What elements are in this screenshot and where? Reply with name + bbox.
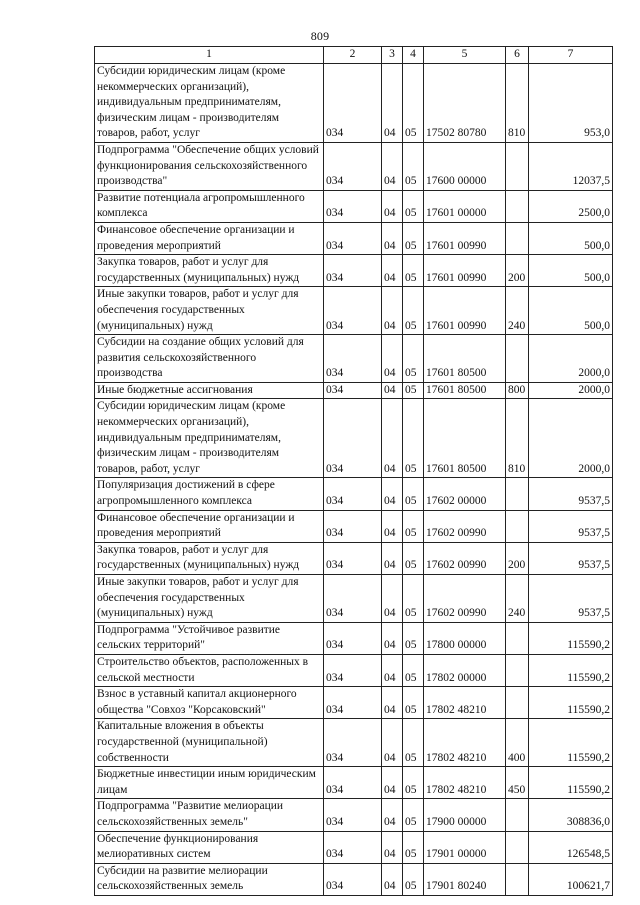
budget-table xyxy=(94,46,613,896)
section-code-cell: 04 xyxy=(382,142,403,190)
expense-type-cell xyxy=(506,622,529,654)
target-article-cell: 17601 00990 xyxy=(424,255,506,287)
expense-type-cell xyxy=(506,510,529,542)
table-row xyxy=(95,767,613,799)
section-code-cell: 04 xyxy=(382,478,403,510)
admin-code-cell: 034 xyxy=(324,382,382,399)
expense-type-cell xyxy=(506,335,529,383)
expense-type-cell xyxy=(506,654,529,686)
section-code-cell: 04 xyxy=(382,335,403,383)
row-name-cell: Строительство объектов, расположенных в сельской местности xyxy=(95,654,324,686)
row-name-cell: Субсидии на создание общих условий для развития сельскохозяйственного производства xyxy=(95,335,324,383)
target-article-cell: 17802 00000 xyxy=(424,654,506,686)
expense-type-cell xyxy=(506,190,529,222)
subsection-code-cell: 05 xyxy=(403,575,424,623)
amount-cell: 2000,0 xyxy=(529,382,613,399)
section-code-cell: 04 xyxy=(382,799,403,831)
column-header: 3 xyxy=(382,47,403,64)
table-row xyxy=(95,831,613,863)
subsection-code-cell: 05 xyxy=(403,863,424,895)
subsection-code-cell: 05 xyxy=(403,719,424,767)
section-code-cell: 04 xyxy=(382,767,403,799)
admin-code-cell: 034 xyxy=(324,510,382,542)
admin-code-cell: 034 xyxy=(324,190,382,222)
amount-cell: 500,0 xyxy=(529,255,613,287)
row-name-cell: Капитальные вложения в объекты государственной (муниципальной) собственности xyxy=(95,719,324,767)
row-name-cell: Подпрограмма "Устойчивое развитие сельских территорий" xyxy=(95,622,324,654)
admin-code-cell: 034 xyxy=(324,335,382,383)
admin-code-cell: 034 xyxy=(324,399,382,478)
admin-code-cell: 034 xyxy=(324,767,382,799)
target-article-cell: 17601 00990 xyxy=(424,222,506,254)
amount-cell: 500,0 xyxy=(529,222,613,254)
expense-type-cell xyxy=(506,478,529,510)
expense-type-cell xyxy=(506,831,529,863)
admin-code-cell: 034 xyxy=(324,142,382,190)
section-code-cell: 04 xyxy=(382,687,403,719)
table-row xyxy=(95,863,613,895)
section-code-cell: 04 xyxy=(382,399,403,478)
target-article-cell: 17602 00990 xyxy=(424,510,506,542)
admin-code-cell: 034 xyxy=(324,64,382,143)
amount-cell: 115590,2 xyxy=(529,654,613,686)
row-name-cell: Иные закупки товаров, работ и услуг для обеспечения государственных (муниципальных) нужд xyxy=(95,575,324,623)
admin-code-cell: 034 xyxy=(324,654,382,686)
table-row xyxy=(95,255,613,287)
column-header: 6 xyxy=(506,47,529,64)
subsection-code-cell: 05 xyxy=(403,687,424,719)
amount-cell: 9537,5 xyxy=(529,575,613,623)
section-code-cell: 04 xyxy=(382,382,403,399)
amount-cell: 308836,0 xyxy=(529,799,613,831)
section-code-cell: 04 xyxy=(382,222,403,254)
subsection-code-cell: 05 xyxy=(403,222,424,254)
subsection-code-cell: 05 xyxy=(403,399,424,478)
target-article-cell: 17601 80500 xyxy=(424,382,506,399)
expense-type-cell: 240 xyxy=(506,575,529,623)
subsection-code-cell: 05 xyxy=(403,142,424,190)
table-row xyxy=(95,399,613,478)
target-article-cell: 17601 00990 xyxy=(424,287,506,335)
expense-type-cell: 450 xyxy=(506,767,529,799)
expense-type-cell: 400 xyxy=(506,719,529,767)
target-article-cell: 17601 80500 xyxy=(424,335,506,383)
table-row xyxy=(95,510,613,542)
subsection-code-cell: 05 xyxy=(403,654,424,686)
row-name-cell: Бюджетные инвестиции иным юридическим лицам xyxy=(95,767,324,799)
row-name-cell: Популяризация достижений в сфере агропромышленного комплекса xyxy=(95,478,324,510)
table-row xyxy=(95,654,613,686)
expense-type-cell: 800 xyxy=(506,382,529,399)
amount-cell: 953,0 xyxy=(529,64,613,143)
subsection-code-cell: 05 xyxy=(403,510,424,542)
table-row xyxy=(95,142,613,190)
row-name-cell: Подпрограмма "Развитие мелиорации сельскохозяйственных земель" xyxy=(95,799,324,831)
target-article-cell: 17802 48210 xyxy=(424,719,506,767)
amount-cell: 115590,2 xyxy=(529,622,613,654)
expense-type-cell xyxy=(506,799,529,831)
target-article-cell: 17602 00990 xyxy=(424,575,506,623)
subsection-code-cell: 05 xyxy=(403,255,424,287)
amount-cell: 126548,5 xyxy=(529,831,613,863)
row-name-cell: Иные бюджетные ассигнования xyxy=(95,382,324,399)
row-name-cell: Взнос в уставный капитал акционерного общества "Совхоз "Корсаковский" xyxy=(95,687,324,719)
subsection-code-cell: 05 xyxy=(403,622,424,654)
table-row xyxy=(95,222,613,254)
table-row xyxy=(95,478,613,510)
row-name-cell: Субсидии юридическим лицам (кроме некоммерческих организаций), индивидуальным предпринимателям, физическим лицам - производителям товаров, работ, услуг xyxy=(95,399,324,478)
amount-cell: 115590,2 xyxy=(529,767,613,799)
table-row xyxy=(95,382,613,399)
amount-cell: 115590,2 xyxy=(529,719,613,767)
admin-code-cell: 034 xyxy=(324,687,382,719)
subsection-code-cell: 05 xyxy=(403,190,424,222)
amount-cell: 500,0 xyxy=(529,287,613,335)
admin-code-cell: 034 xyxy=(324,575,382,623)
amount-cell: 2000,0 xyxy=(529,399,613,478)
expense-type-cell: 200 xyxy=(506,255,529,287)
admin-code-cell: 034 xyxy=(324,719,382,767)
section-code-cell: 04 xyxy=(382,190,403,222)
admin-code-cell: 034 xyxy=(324,799,382,831)
subsection-code-cell: 05 xyxy=(403,64,424,143)
subsection-code-cell: 05 xyxy=(403,542,424,574)
amount-cell: 2500,0 xyxy=(529,190,613,222)
section-code-cell: 04 xyxy=(382,831,403,863)
column-header: 5 xyxy=(424,47,506,64)
target-article-cell: 17802 48210 xyxy=(424,767,506,799)
expense-type-cell xyxy=(506,687,529,719)
amount-cell: 9537,5 xyxy=(529,542,613,574)
table-row xyxy=(95,687,613,719)
section-code-cell: 04 xyxy=(382,287,403,335)
section-code-cell: 04 xyxy=(382,64,403,143)
section-code-cell: 04 xyxy=(382,654,403,686)
expense-type-cell: 200 xyxy=(506,542,529,574)
admin-code-cell: 034 xyxy=(324,622,382,654)
row-name-cell: Финансовое обеспечение организации и проведения мероприятий xyxy=(95,222,324,254)
row-name-cell: Обеспечение функционирования мелиоративных систем xyxy=(95,831,324,863)
target-article-cell: 17802 48210 xyxy=(424,687,506,719)
column-header: 2 xyxy=(324,47,382,64)
row-name-cell: Подпрограмма "Обеспечение общих условий функционирования сельскохозяйственного производства" xyxy=(95,142,324,190)
section-code-cell: 04 xyxy=(382,575,403,623)
column-header: 7 xyxy=(529,47,613,64)
table-row xyxy=(95,190,613,222)
expense-type-cell: 810 xyxy=(506,399,529,478)
amount-cell: 2000,0 xyxy=(529,335,613,383)
amount-cell: 9537,5 xyxy=(529,478,613,510)
admin-code-cell: 034 xyxy=(324,287,382,335)
target-article-cell: 17601 00000 xyxy=(424,190,506,222)
table-row xyxy=(95,335,613,383)
subsection-code-cell: 05 xyxy=(403,799,424,831)
target-article-cell: 17600 00000 xyxy=(424,142,506,190)
row-name-cell: Финансовое обеспечение организации и проведения мероприятий xyxy=(95,510,324,542)
admin-code-cell: 034 xyxy=(324,831,382,863)
row-name-cell: Развитие потенциала агропромышленного комплекса xyxy=(95,190,324,222)
section-code-cell: 04 xyxy=(382,255,403,287)
row-name-cell: Закупка товаров, работ и услуг для государственных (муниципальных) нужд xyxy=(95,255,324,287)
expense-type-cell xyxy=(506,142,529,190)
section-code-cell: 04 xyxy=(382,863,403,895)
table-row xyxy=(95,542,613,574)
target-article-cell: 17800 00000 xyxy=(424,622,506,654)
admin-code-cell: 034 xyxy=(324,478,382,510)
admin-code-cell: 034 xyxy=(324,255,382,287)
section-code-cell: 04 xyxy=(382,719,403,767)
amount-cell: 12037,5 xyxy=(529,142,613,190)
section-code-cell: 04 xyxy=(382,622,403,654)
table-row xyxy=(95,575,613,623)
amount-cell: 115590,2 xyxy=(529,687,613,719)
table-row xyxy=(95,799,613,831)
table-row xyxy=(95,287,613,335)
target-article-cell: 17602 00000 xyxy=(424,478,506,510)
admin-code-cell: 034 xyxy=(324,222,382,254)
column-header: 4 xyxy=(403,47,424,64)
expense-type-cell xyxy=(506,222,529,254)
amount-cell: 9537,5 xyxy=(529,510,613,542)
subsection-code-cell: 05 xyxy=(403,478,424,510)
subsection-code-cell: 05 xyxy=(403,287,424,335)
section-code-cell: 04 xyxy=(382,510,403,542)
page-number: 809 xyxy=(310,29,330,43)
row-name-cell: Субсидии на развитие мелиорации сельскохозяйственных земель xyxy=(95,863,324,895)
target-article-cell: 17502 80780 xyxy=(424,64,506,143)
target-article-cell: 17901 80240 xyxy=(424,863,506,895)
table-row xyxy=(95,64,613,143)
expense-type-cell xyxy=(506,863,529,895)
column-header: 1 xyxy=(95,47,324,64)
row-name-cell: Субсидии юридическим лицам (кроме некоммерческих организаций), индивидуальным предпринимателям, физическим лицам - производителям товаров, работ, услуг xyxy=(95,64,324,143)
subsection-code-cell: 05 xyxy=(403,767,424,799)
admin-code-cell: 034 xyxy=(324,542,382,574)
amount-cell: 100621,7 xyxy=(529,863,613,895)
target-article-cell: 17900 00000 xyxy=(424,799,506,831)
subsection-code-cell: 05 xyxy=(403,382,424,399)
column-number-row xyxy=(95,47,613,64)
admin-code-cell: 034 xyxy=(324,863,382,895)
target-article-cell: 17601 80500 xyxy=(424,399,506,478)
row-name-cell: Иные закупки товаров, работ и услуг для обеспечения государственных (муниципальных) нужд xyxy=(95,287,324,335)
expense-type-cell: 810 xyxy=(506,64,529,143)
row-name-cell: Закупка товаров, работ и услуг для государственных (муниципальных) нужд xyxy=(95,542,324,574)
expense-type-cell: 240 xyxy=(506,287,529,335)
table-row xyxy=(95,622,613,654)
table-row xyxy=(95,719,613,767)
section-code-cell: 04 xyxy=(382,542,403,574)
subsection-code-cell: 05 xyxy=(403,335,424,383)
target-article-cell: 17901 00000 xyxy=(424,831,506,863)
subsection-code-cell: 05 xyxy=(403,831,424,863)
target-article-cell: 17602 00990 xyxy=(424,542,506,574)
